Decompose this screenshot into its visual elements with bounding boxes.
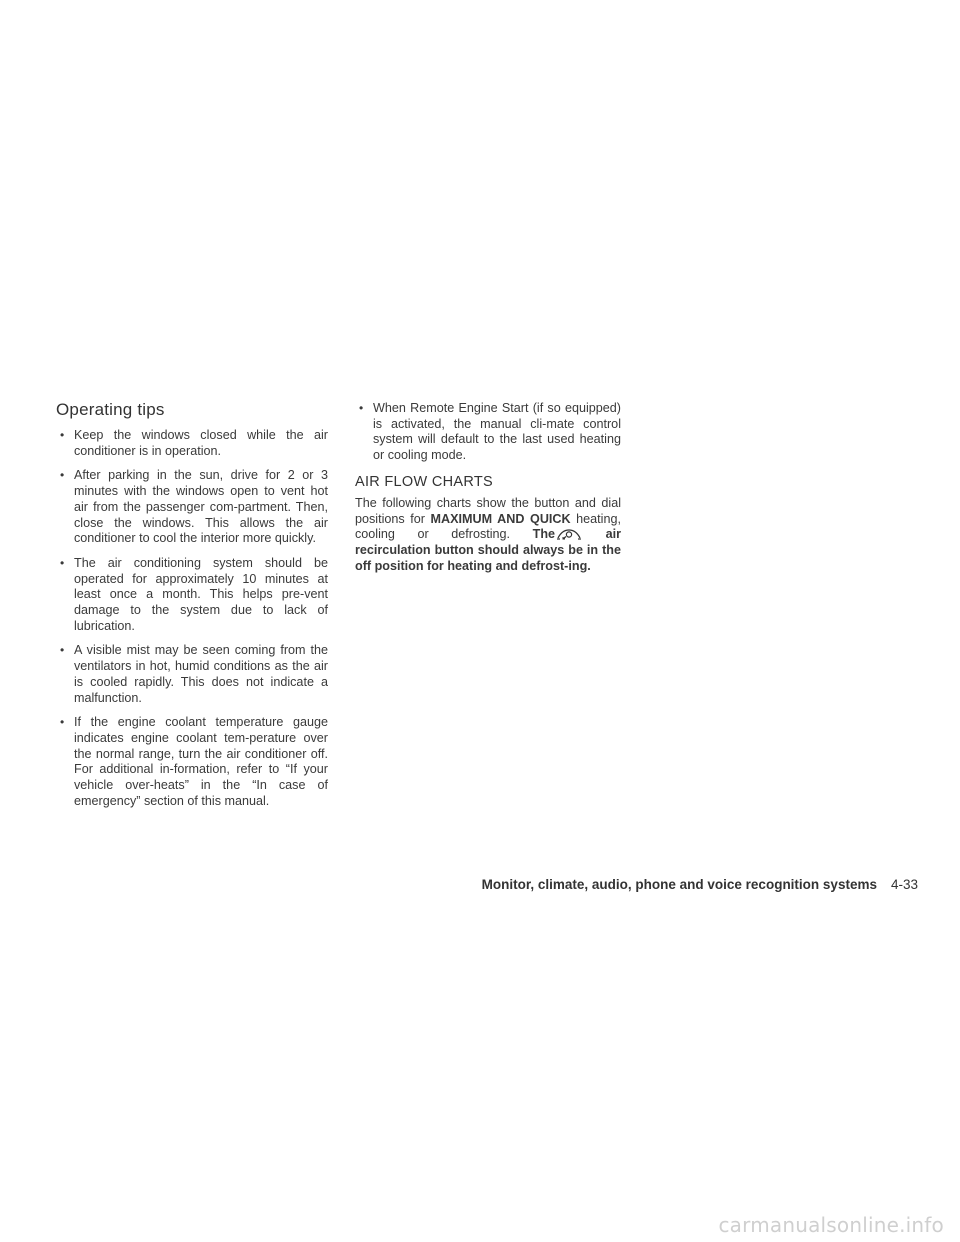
intro-text: The following charts show the button and dial positions for <box>355 495 621 526</box>
bullet-icon: • <box>60 428 65 442</box>
bullet-icon: • <box>60 468 65 483</box>
bullet-icon: • <box>60 715 65 730</box>
list-item <box>355 401 621 464</box>
page-number: 4-33 <box>890 877 918 892</box>
list-item <box>56 428 328 459</box>
air-flow-charts-paragraph <box>355 496 621 575</box>
air-recirculation-icon <box>555 527 583 541</box>
list-item-text: Keep the windows closed while the air conditioner is in operation. <box>74 428 328 458</box>
watermark: carmanualsonline.info <box>718 1213 944 1237</box>
bullet-icon: • <box>60 643 65 658</box>
list-item-text: After parking in the sun, drive for 2 or 3 minutes with the windows open to vent hot air from the passenger com-partment. Then, close the windows. This allows the air conditioner to cool the interior more quickly. <box>74 468 328 546</box>
operating-tips-heading: Operating tips <box>56 400 165 419</box>
intro-text-2: heating, cooling or defrosting. <box>355 511 621 542</box>
list-item <box>56 643 328 706</box>
left-column <box>56 400 328 818</box>
operating-tips-list-continued <box>355 401 621 464</box>
chapter-title: Monitor, climate, audio, phone and voice recognition systems <box>481 877 877 892</box>
operating-tips-list <box>56 428 328 809</box>
bullet-icon: • <box>60 555 65 570</box>
right-column <box>355 401 621 574</box>
air-flow-charts-heading: AIR FLOW CHARTS <box>355 473 493 490</box>
intro-bold-text: MAXIMUM AND QUICK <box>430 511 571 526</box>
list-item <box>56 556 328 635</box>
list-item <box>56 468 328 547</box>
page-footer <box>482 877 918 892</box>
list-item-text: A visible mist may be seen coming from the ventilators in hot, humid conditions as the air is cooled rapidly. This does not indicate a malfunction. <box>74 643 328 705</box>
list-item <box>56 715 328 809</box>
list-item-text: If the engine coolant temperature gauge indicates engine coolant tem-perature over the normal range, turn the air conditioner off. For additional in-formation, refer to “If your vehicle over-heats” in the “In case of emergency” section of this manual. <box>74 715 328 808</box>
list-item-text: When Remote Engine Start (if so equipped) is activated, the manual cli-mate control system will default to the last used heating or cooling mode. <box>373 401 621 463</box>
list-item-text: The air conditioning system should be operated for approximately 10 minutes at least once a month. This helps pre-vent damage to the system due to lack of lubrication. <box>74 555 328 633</box>
note-rest-text: air recirculation button should always be in the off position for heating and defrost-ing. <box>355 527 622 573</box>
bullet-icon: • <box>359 401 364 415</box>
note-the-text: The <box>532 527 556 542</box>
